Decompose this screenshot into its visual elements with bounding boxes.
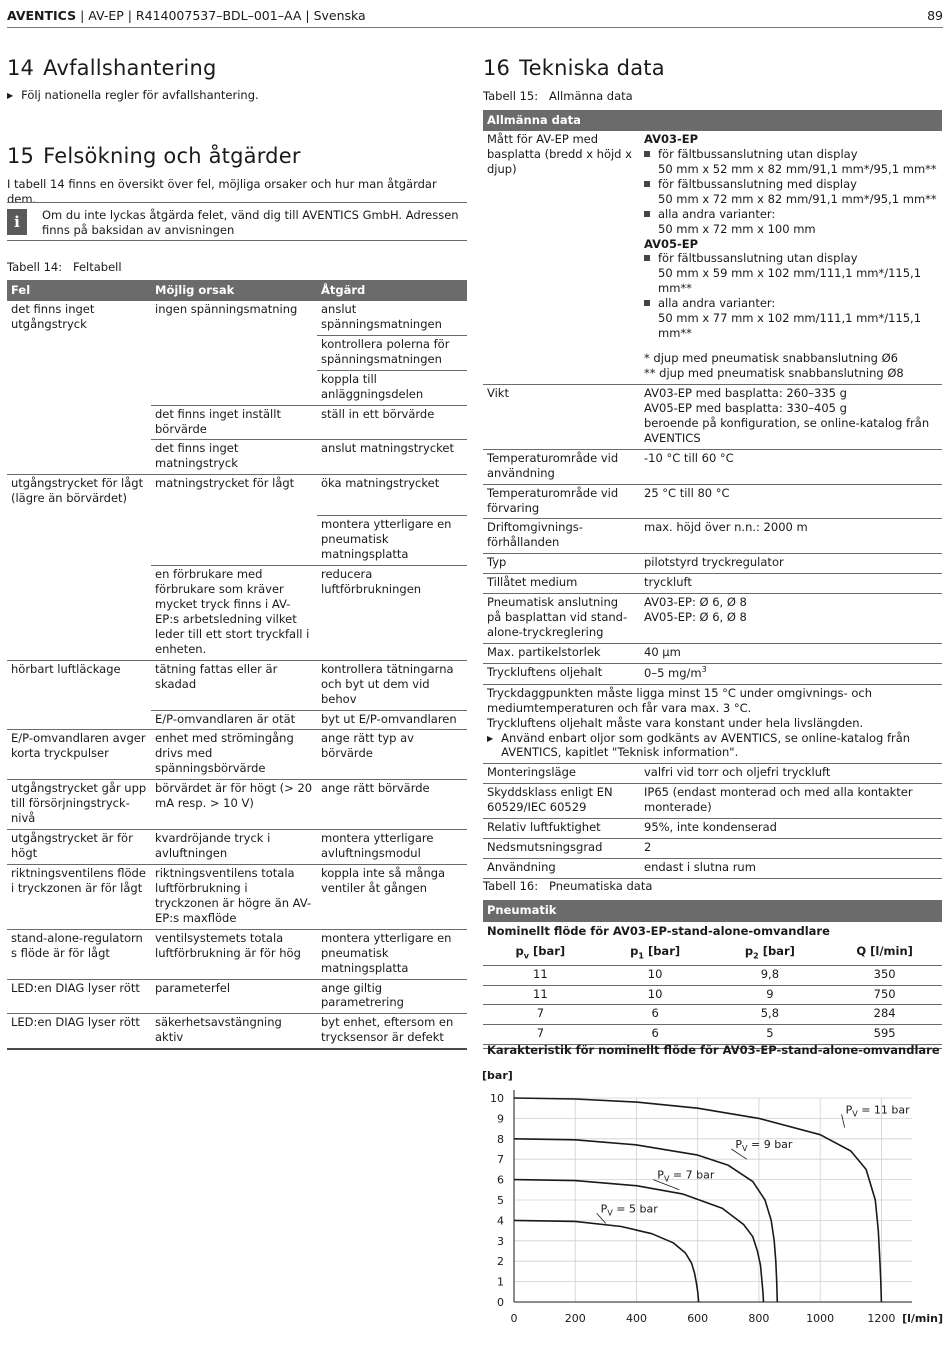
data-row (483, 574, 942, 594)
section-14-bullet (7, 88, 259, 103)
flow-cell: 750 (827, 985, 942, 1005)
fault-cell (7, 370, 151, 405)
dims-note-1: * djup med pneumatisk snabbanslutning Ø6 (644, 351, 898, 366)
row-label: Monteringsläge (483, 764, 640, 784)
action-cell: ange rätt typ av börvärde (317, 730, 467, 780)
action-cell: montera ytterligare en pneumatisk matningsplatta (317, 929, 467, 979)
row-value: AV03-EP: Ø 6, Ø 8 AV05-EP: Ø 6, Ø 8 (640, 594, 942, 644)
section-15-intro: I tabell 14 finns en översikt över fel, möjliga orsaker och hur man åtgärdar dem. (7, 177, 437, 206)
action-cell: byt ut E/P-omvandlaren (317, 710, 467, 730)
table-row (7, 660, 467, 710)
data-row (483, 554, 942, 574)
av05-heading: AV05-EP (644, 236, 699, 251)
square-bullet-icon (644, 300, 650, 306)
col-unit: [bar] (758, 943, 795, 958)
action-cell: kontrollera polerna för spänningsmatningen (317, 335, 467, 370)
flow-cell: 11 (483, 965, 598, 985)
flow-table-title: Nominellt flöde för AV03-EP-stand-alone-omvandlare (487, 923, 830, 938)
cause-cell: det finns inget matningstryck (151, 440, 317, 475)
bullet-arrow-icon: ▶ (7, 91, 14, 100)
oil-row (483, 663, 942, 684)
row-value: tryckluft (640, 574, 942, 594)
table-row (7, 1014, 467, 1049)
action-cell: ange rätt börvärde (317, 780, 467, 830)
row-label: Temperaturområde vid användning (483, 449, 640, 484)
caption-label: Tabell 16: (483, 879, 539, 893)
data-row (483, 384, 942, 449)
cause-cell: riktningsventilens totala luftförbrukning i tryckzonen är högre än AV-EP:s maxflöde (151, 864, 317, 929)
row-value: -10 °C till 60 °C (640, 449, 942, 484)
fault-cell: LED:en DIAG lyser rött (7, 1014, 151, 1049)
row-value: valfri vid torr och oljefri tryckluft (640, 764, 942, 784)
action-cell: reducera luftförbrukningen (317, 566, 467, 661)
dims-item-value: 50 mm x 72 mm x 82 mm/91,1 mm*/95,1 mm** (658, 191, 937, 206)
flow-cell: 6 (598, 1005, 713, 1025)
dims-item-value: 50 mm x 77 mm x 102 mm/111,1 mm*/115,1 mm** (658, 311, 922, 341)
action-cell: öka matningstrycket (317, 475, 467, 516)
row-label: Driftomgivnings-förhållanden (483, 519, 640, 554)
y-axis-label: [bar] (482, 1069, 513, 1082)
section-14-title (7, 55, 217, 82)
col-symbol: Q (856, 943, 867, 958)
square-bullet-icon (644, 181, 650, 187)
dew-note-3-text: Använd enbart oljor som godkänts av AVENTICS, se online-katalog från AVENTICS, kapitlet "Teknisk information". (501, 730, 911, 760)
col-subscript: 1 (638, 951, 644, 961)
cause-cell: säkerhetsavstängning aktiv (151, 1014, 317, 1049)
flow-row (483, 1025, 942, 1045)
flow-col-header (713, 941, 828, 965)
flow-cell: 10 (598, 965, 713, 985)
row-label: Nedsmutsningsgrad (483, 839, 640, 859)
action-cell: ställ in ett börvärde (317, 405, 467, 440)
row-value: 40 µm (640, 644, 942, 664)
y-tick-label: 6 (497, 1173, 504, 1187)
col-symbol: p (630, 943, 639, 958)
action-cell: koppla inte så många ventiler åt gången (317, 864, 467, 929)
table-row (7, 370, 467, 405)
row-label: Skyddsklass enligt EN 60529/IEC 60529 (483, 784, 640, 819)
table-row (7, 440, 467, 475)
row-label: Temperaturområde vid förvaring (483, 484, 640, 519)
y-tick-label: 2 (497, 1255, 504, 1269)
section-title-text: Felsökning och åtgärder (43, 144, 301, 168)
info-icon: i (7, 209, 27, 235)
flow-row (483, 985, 942, 1005)
flow-chart (480, 1064, 946, 1334)
data-row (483, 644, 942, 664)
row-label: Vikt (483, 384, 640, 449)
chart-title: Karakteristik för nominellt flöde för AV03-EP-stand-alone-omvandlare (487, 1043, 940, 1057)
dims-item (644, 296, 938, 311)
flow-cell: 7 (483, 1025, 598, 1045)
action-cell: anslut matningstrycket (317, 440, 467, 475)
dew-row (483, 684, 942, 764)
info-notice (7, 202, 467, 241)
section-title-text: Tekniska data (519, 56, 665, 80)
section-num: 16 (483, 56, 511, 80)
dims-item-label: alla andra varianter: (658, 206, 776, 221)
fault-cell (7, 440, 151, 475)
fault-cell: utgångstrycket går upp till försörjningstryck-nivå (7, 780, 151, 830)
cause-cell: det finns inget inställt börvärde (151, 405, 317, 440)
table-row (7, 516, 467, 566)
fault-cell: utgångstrycket för lågt (lägre än börvärdet) (11, 476, 144, 506)
action-cell: anslut spänningsmatningen (317, 301, 467, 335)
data-row (483, 764, 942, 784)
cause-cell: ingen spänningsmatning (155, 301, 298, 316)
table-15-caption (483, 89, 633, 104)
row-label: Pneumatisk anslutning på basplattan vid stand-alone-tryckreglering (483, 594, 640, 644)
col-subscript: 2 (753, 951, 759, 961)
section-num: 14 (7, 56, 35, 80)
flow-cell: 595 (827, 1025, 942, 1045)
col-subscript: v (523, 951, 529, 961)
y-tick-label: 10 (490, 1092, 504, 1105)
dew-note-1: Tryckdaggpunkten måste ligga minst 15 °C under omgivnings- och mediumtemperaturen och får vara max. 3 °C. (487, 685, 872, 715)
data-row (483, 519, 942, 554)
cause-cell (151, 370, 317, 405)
table-row (7, 301, 467, 335)
table-header-row (7, 280, 467, 301)
page-header (7, 8, 943, 28)
flow-cell: 9,8 (713, 965, 828, 985)
fault-cell: E/P-omvandlaren avger korta tryckpulser (7, 730, 151, 780)
col-fault: Fel (7, 280, 151, 301)
header-doc-info (7, 8, 366, 27)
flow-cell: 7 (483, 1005, 598, 1025)
series-leader-line (842, 1114, 845, 1127)
oil-value (640, 663, 942, 684)
x-tick-label: 1000 (806, 1312, 835, 1325)
cause-cell: enhet med strömingång drivs med spänningsbörvärde (151, 730, 317, 780)
action-cell: montera ytterligare avluftningsmodul (317, 830, 467, 865)
dims-label: Mått för AV-EP med basplatta (bredd x höjd x djup) (483, 131, 640, 385)
flow-cell: 350 (827, 965, 942, 985)
fault-cell: utgångstrycket är för högt (7, 830, 151, 865)
action-cell: kontrollera tätningarna och byt ut dem vid behov (317, 660, 467, 710)
series-label: $P_V = 11$ bar (845, 1103, 910, 1119)
row-value: 25 °C till 80 °C (640, 484, 942, 519)
cause-cell: E/P-omvandlaren är otät (151, 710, 317, 730)
fault-cell: stand-alone-regulatorn s flöde är för lågt (7, 929, 151, 979)
section-15-title (7, 143, 301, 170)
av03-heading: AV03-EP (644, 131, 699, 146)
table-16-caption (483, 879, 652, 894)
x-tick-label: 0 (510, 1312, 518, 1325)
dims-row (483, 131, 942, 385)
col-unit: [bar] (643, 943, 681, 958)
action-cell: ange giltig parametrering (317, 979, 467, 1014)
data-row (483, 784, 942, 819)
col-symbol: p (515, 943, 524, 958)
table-row (7, 475, 467, 516)
y-tick-label: 4 (497, 1214, 504, 1228)
cause-cell: tätning fattas eller är skadad (151, 660, 317, 710)
table-row (7, 864, 467, 929)
action-cell: montera ytterligare en pneumatisk matningsplatta (317, 516, 467, 566)
series-label: $P_V = 7$ bar (657, 1168, 715, 1184)
flow-col-header (598, 941, 713, 965)
fault-table (7, 280, 467, 1050)
x-tick-label: 1200 (867, 1312, 896, 1325)
row-label: Relativ luftfuktighet (483, 819, 640, 839)
caption-title: Feltabell (73, 260, 122, 274)
fault-cell (7, 710, 151, 730)
row-value: pilotstyrd tryckregulator (640, 554, 942, 574)
flow-cell: 11 (483, 985, 598, 1005)
brand: AVENTICS (7, 8, 77, 23)
y-tick-label: 8 (497, 1132, 504, 1146)
dew-notes (483, 684, 942, 764)
table-row (7, 710, 467, 730)
row-label: Tillåtet medium (483, 574, 640, 594)
table-row (7, 730, 467, 780)
caption-title: Allmänna data (549, 89, 633, 103)
x-tick-label: 400 (625, 1312, 647, 1325)
dew-note-3 (487, 731, 938, 761)
dims-item (644, 251, 938, 266)
fault-cell: riktningsventilens flöde i tryckzonen är för lågt (7, 864, 151, 929)
dims-item (644, 207, 938, 222)
series-label: $P_V = 5$ bar (600, 1202, 658, 1218)
col-cause: Möjlig orsak (151, 280, 317, 301)
col-unit: [l/min] (866, 943, 913, 958)
caption-label: Tabell 15: (483, 89, 539, 103)
cause-cell: ventilsystemets totala luftförbrukning är för hög (151, 929, 317, 979)
flow-col-header (483, 941, 598, 965)
x-axis-label: [l/min] (902, 1312, 943, 1325)
square-bullet-icon (644, 255, 650, 261)
cause-cell: börvärdet är för högt (> 20 mA resp. > 10 V) (151, 780, 317, 830)
dims-item (644, 147, 938, 162)
y-tick-label: 5 (497, 1194, 504, 1207)
data-row (483, 484, 942, 519)
fault-cell (7, 566, 151, 661)
cause-cell: matningstrycket för lågt (155, 476, 295, 491)
row-label: Typ (483, 554, 640, 574)
table-16-header: Pneumatik (483, 900, 942, 921)
fault-cell (7, 335, 151, 370)
dims-item-value: 50 mm x 72 mm x 100 mm (658, 221, 816, 236)
y-tick-label: 3 (497, 1234, 504, 1248)
page-number: 89 (927, 8, 943, 23)
row-value: endast i slutna rum (640, 859, 942, 879)
oil-value-text: 0–5 mg/m (644, 665, 702, 680)
oil-label: Tryckluftens oljehalt (483, 663, 640, 684)
col-action: Åtgärd (317, 280, 467, 301)
y-tick-label: 9 (497, 1112, 504, 1126)
section-16-title (483, 55, 665, 82)
table-row (7, 929, 467, 979)
y-tick-label: 0 (497, 1296, 504, 1309)
caption-label: Tabell 14: (7, 260, 63, 274)
dew-note-2: Tryckluftens oljehalt måste vara konstant under hela livslängden. (487, 715, 864, 730)
cause-cell (151, 516, 317, 566)
series-label: $P_V = 9$ bar (735, 1138, 793, 1153)
dims-note-2: ** djup med pneumatisk snabbanslutning Ø8 (644, 366, 904, 380)
dims-item (644, 177, 938, 192)
action-cell: byt enhet, eftersom en trycksensor är defekt (317, 1014, 467, 1049)
row-label: Max. partikelstorlek (483, 644, 640, 664)
x-tick-label: 600 (687, 1312, 709, 1325)
data-row (483, 839, 942, 859)
data-row (483, 859, 942, 879)
flow-cell: 5 (713, 1025, 828, 1045)
flow-row (483, 965, 942, 985)
section-title-text: Avfallshantering (43, 56, 217, 80)
flow-col-header (827, 941, 942, 965)
x-tick-label: 800 (748, 1312, 770, 1325)
row-value: 95%, inte kondenserad (640, 819, 942, 839)
dims-item-value: 50 mm x 52 mm x 82 mm/91,1 mm*/95,1 mm** (658, 161, 937, 176)
bullet-arrow-icon: ▶ (487, 733, 494, 743)
col-symbol: p (744, 943, 754, 958)
flow-cell: 9 (713, 985, 828, 1005)
table-15-header: Allmänna data (483, 110, 942, 131)
fault-cell: det finns inget utgångstryck (11, 301, 95, 331)
table-14-caption (7, 260, 122, 275)
fault-cell: hörbart luftläckage (11, 661, 121, 676)
dims-item-label: för fältbussanslutning utan display (658, 251, 858, 266)
y-tick-label: 7 (497, 1153, 504, 1167)
col-unit: [bar] (529, 943, 566, 958)
row-value: AV03-EP med basplatta: 260–335 g AV05-EP med basplatta: 330–405 g beroende på konfiguration, se online-katalog från AVENTICS (640, 384, 942, 449)
y-tick-label: 1 (497, 1275, 504, 1289)
flow-header-row (483, 941, 942, 965)
pneumatic-table (483, 900, 942, 1049)
data-row (483, 594, 942, 644)
dims-item-label: alla andra varianter: (658, 296, 776, 311)
table-row (7, 830, 467, 865)
table-row (7, 979, 467, 1014)
table-row (7, 566, 467, 661)
table-row (7, 405, 467, 440)
row-value: max. höjd över n.n.: 2000 m (640, 519, 942, 554)
row-value: 2 (640, 839, 942, 859)
flow-row (483, 1005, 942, 1025)
cause-cell (151, 335, 317, 370)
table-row (7, 335, 467, 370)
flow-cell: 10 (598, 985, 713, 1005)
dims-item-value: 50 mm x 59 mm x 102 mm/111,1 mm*/115,1 mm** (658, 266, 922, 296)
section-num: 15 (7, 144, 35, 168)
dims-item-label: för fältbussanslutning med display (658, 176, 857, 191)
info-text: Om du inte lyckas åtgärda felet, vänd dig till AVENTICS GmbH. Adressen finns på baksidan av anvisningen (42, 208, 459, 237)
row-label: Användning (483, 859, 640, 879)
flow-cell: 6 (598, 1025, 713, 1045)
caption-title: Pneumatiska data (549, 879, 653, 893)
action-cell: koppla till anläggningsdelen (317, 370, 467, 405)
fault-cell (7, 516, 151, 566)
x-tick-label: 200 (564, 1312, 586, 1325)
data-row (483, 449, 942, 484)
flow-cell: 5,8 (713, 1005, 828, 1025)
data-row (483, 819, 942, 839)
cause-cell: parameterfel (151, 979, 317, 1014)
cause-cell: kvardröjande tryck i avluftningen (151, 830, 317, 865)
flow-cell: 284 (827, 1005, 942, 1025)
table-row (7, 780, 467, 830)
fault-cell: LED:en DIAG lyser rött (7, 979, 151, 1014)
square-bullet-icon (644, 211, 650, 217)
cause-cell: en förbrukare med förbrukare som kräver mycket tryck finns i AV-EP:s arbetsledning vilket leder till ett stort tryckfall i enheten. (151, 566, 317, 661)
header-rest: | AV-EP | R414007537–BDL–001–AA | Svenska (76, 8, 366, 23)
square-bullet-icon (644, 151, 650, 157)
dims-item-label: för fältbussanslutning utan display (658, 146, 858, 161)
fault-cell (7, 405, 151, 440)
dims-value (640, 131, 942, 385)
row-value: IP65 (endast monterad och med alla kontakter monterade) (640, 784, 942, 819)
general-data-table (483, 110, 942, 879)
bullet-text: Följ nationella regler för avfallshantering. (21, 88, 259, 102)
oil-sup: 3 (701, 664, 707, 674)
